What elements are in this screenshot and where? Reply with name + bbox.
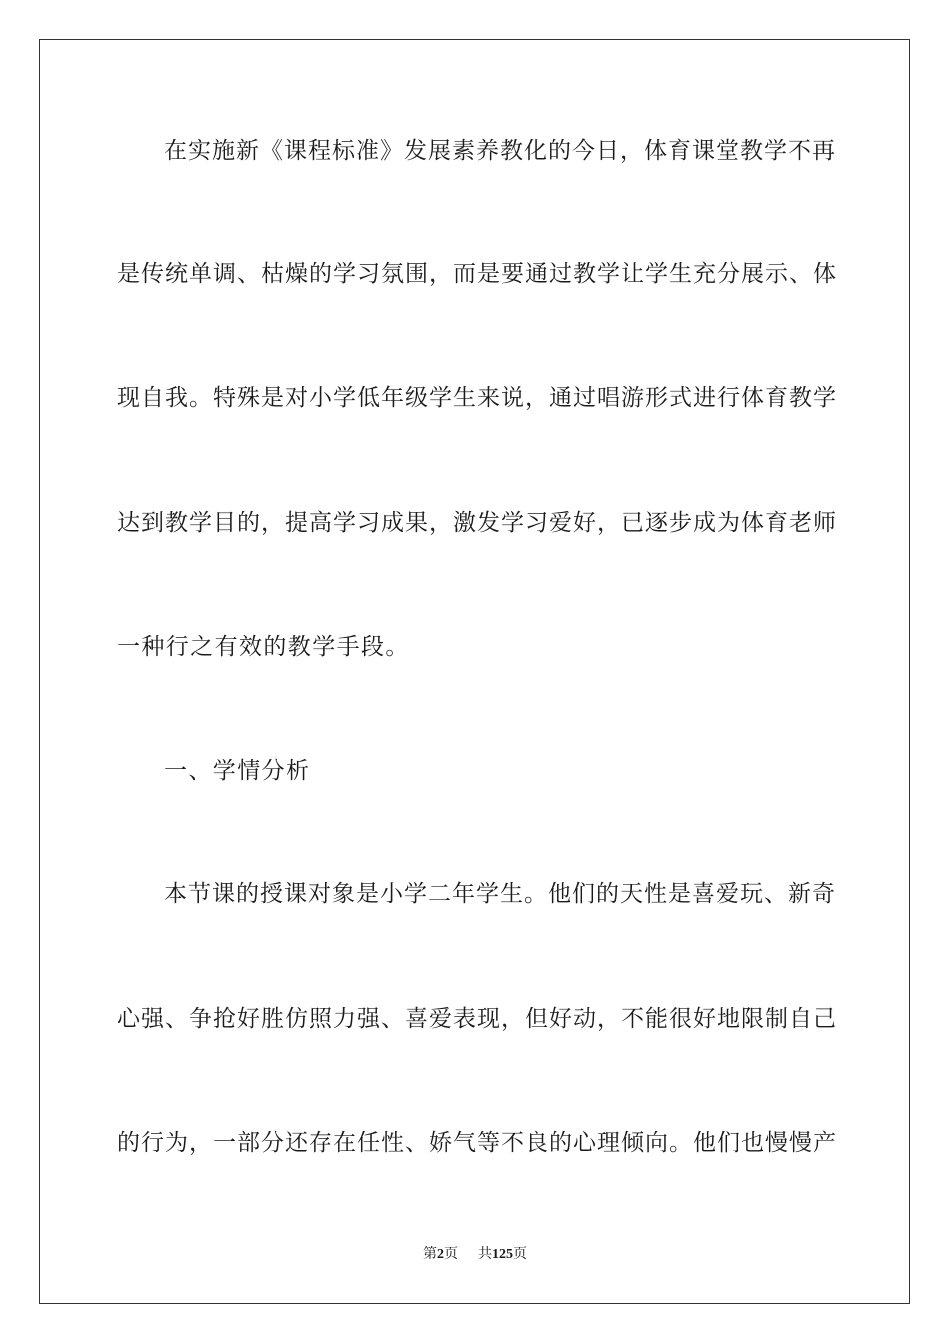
footer-total-prefix: 共 bbox=[478, 1247, 492, 1262]
footer-total-suffix: 页 bbox=[513, 1247, 527, 1262]
footer-page-suffix: 页 bbox=[444, 1247, 458, 1262]
footer-page-prefix: 第 bbox=[423, 1247, 437, 1262]
page-border bbox=[39, 39, 910, 1304]
paragraph-line-6: 本节课的授课对象是小学二年学生。他们的天性是喜爱玩、新奇 bbox=[164, 881, 836, 907]
footer-total-pages: 125 bbox=[492, 1247, 513, 1262]
paragraph-line-5: 一种行之有效的教学手段。 bbox=[117, 634, 410, 660]
paragraph-line-7: 心强、争抢好胜仿照力强、喜爱表现，但好动，不能很好地限制自己 bbox=[117, 1006, 837, 1032]
section-heading: 一、学情分析 bbox=[164, 758, 311, 784]
paragraph-line-4: 达到教学目的，提高学习成果，激发学习爱好，已逐步成为体育老师 bbox=[117, 510, 837, 536]
paragraph-line-2: 是传统单调、枯燥的学习氛围，而是要通过教学让学生充分展示、体 bbox=[117, 261, 837, 287]
paragraph-line-3: 现自我。特殊是对小学低年级学生来说，通过唱游形式进行体育教学 bbox=[117, 385, 837, 411]
page-footer bbox=[0, 1246, 950, 1264]
footer-page-number: 2 bbox=[437, 1247, 444, 1262]
paragraph-line-1: 在实施新《课程标准》发展素养教化的今日，体育课堂教学不再 bbox=[164, 138, 836, 164]
paragraph-line-8: 的行为，一部分还存在任性、娇气等不良的心理倾向。他们也慢慢产 bbox=[117, 1130, 837, 1156]
